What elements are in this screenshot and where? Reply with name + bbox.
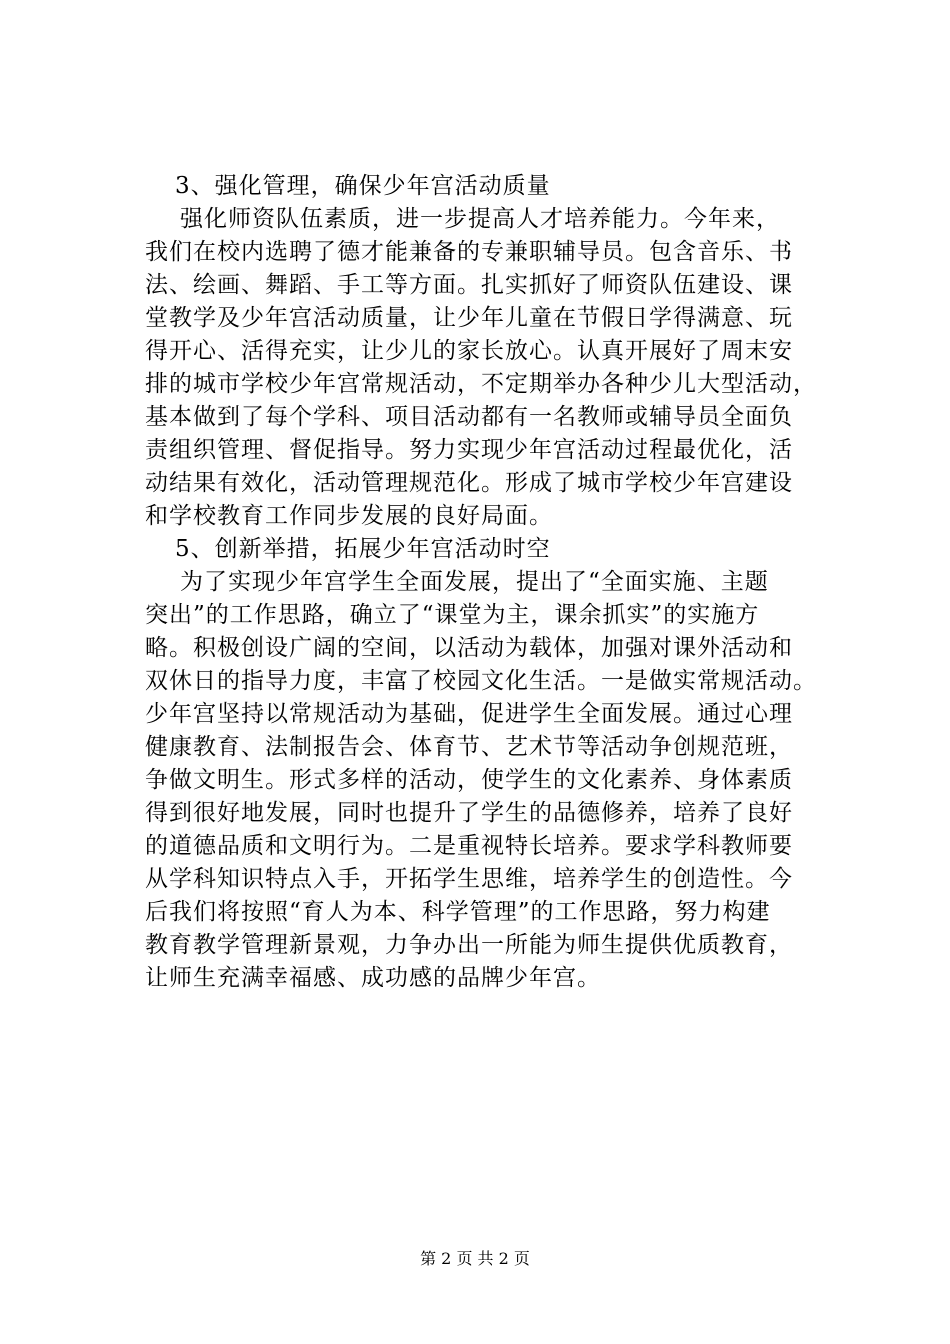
paragraph-line: 后我们将按照“育人为本、科学管理”的工作思路，努力构建 [145,899,771,925]
paragraph-line: 责组织管理、督促指导。努力实现少年宫活动过程最优化，活 [145,437,793,463]
paragraph-line: 得开心、活得充实，让少儿的家长放心。认真开展好了周末安 [145,338,793,364]
paragraph-line: 少年宫坚持以常规活动为基础，促进学生全面发展。通过心理 [145,701,793,727]
paragraph-line: 基本做到了每个学科、项目活动都有一名教师或辅导员全面负 [145,404,793,430]
paragraph-line: 强化师资队伍素质，进一步提高人才培养能力。今年来， [180,206,780,232]
paragraph-line: 争做文明生。形式多样的活动，使学生的文化素养、身体素质 [145,767,793,793]
section-heading-3: 3、强化管理，确保少年宫活动质量 [175,173,551,199]
paragraph-line: 堂教学及少年宫活动质量，让少年儿童在节假日学得满意、玩 [145,305,793,331]
paragraph-line: 为了实现少年宫学生全面发展，提出了“全面实施、主题 [180,569,769,595]
paragraph-line: 双休日的指导力度，丰富了校园文化生活。一是做实常规活动。 [145,668,817,694]
paragraph-line: 突出”的工作思路，确立了“课堂为主，课余抓实”的实施方 [145,602,760,628]
paragraph-line: 我们在校内选聘了德才能兼备的专兼职辅导员。包含音乐、书 [145,239,793,265]
paragraph-line: 让师生充满幸福感、成功感的品牌少年宫。 [145,965,601,991]
paragraph-line: 和学校教育工作同步发展的良好局面。 [145,503,553,529]
page-number-footer: 第 2 页 共 2 页 [420,1249,530,1268]
paragraph-line: 健康教育、法制报告会、体育节、艺术节等活动争创规范班， [145,734,793,760]
paragraph-line: 法、绘画、舞蹈、手工等方面。扎实抓好了师资队伍建设、课 [145,272,793,298]
section-heading-5: 5、创新举措，拓展少年宫活动时空 [175,536,551,562]
paragraph-line: 略。积极创设广阔的空间，以活动为载体，加强对课外活动和 [145,635,793,661]
paragraph-line: 排的城市学校少年宫常规活动，不定期举办各种少儿大型活动， [145,371,817,397]
document-body [145,170,837,995]
paragraph-line: 动结果有效化，活动管理规范化。形成了城市学校少年宫建设 [145,470,793,496]
paragraph-line: 从学科知识特点入手，开拓学生思维，培养学生的创造性。今 [145,866,793,892]
paragraph-line: 教育教学管理新景观，力争办出一所能为师生提供优质教育， [145,932,793,958]
paragraph-line: 的道德品质和文明行为。二是重视特长培养。要求学科教师要 [145,833,793,859]
paragraph-line: 得到很好地发展，同时也提升了学生的品德修养，培养了良好 [145,800,793,826]
